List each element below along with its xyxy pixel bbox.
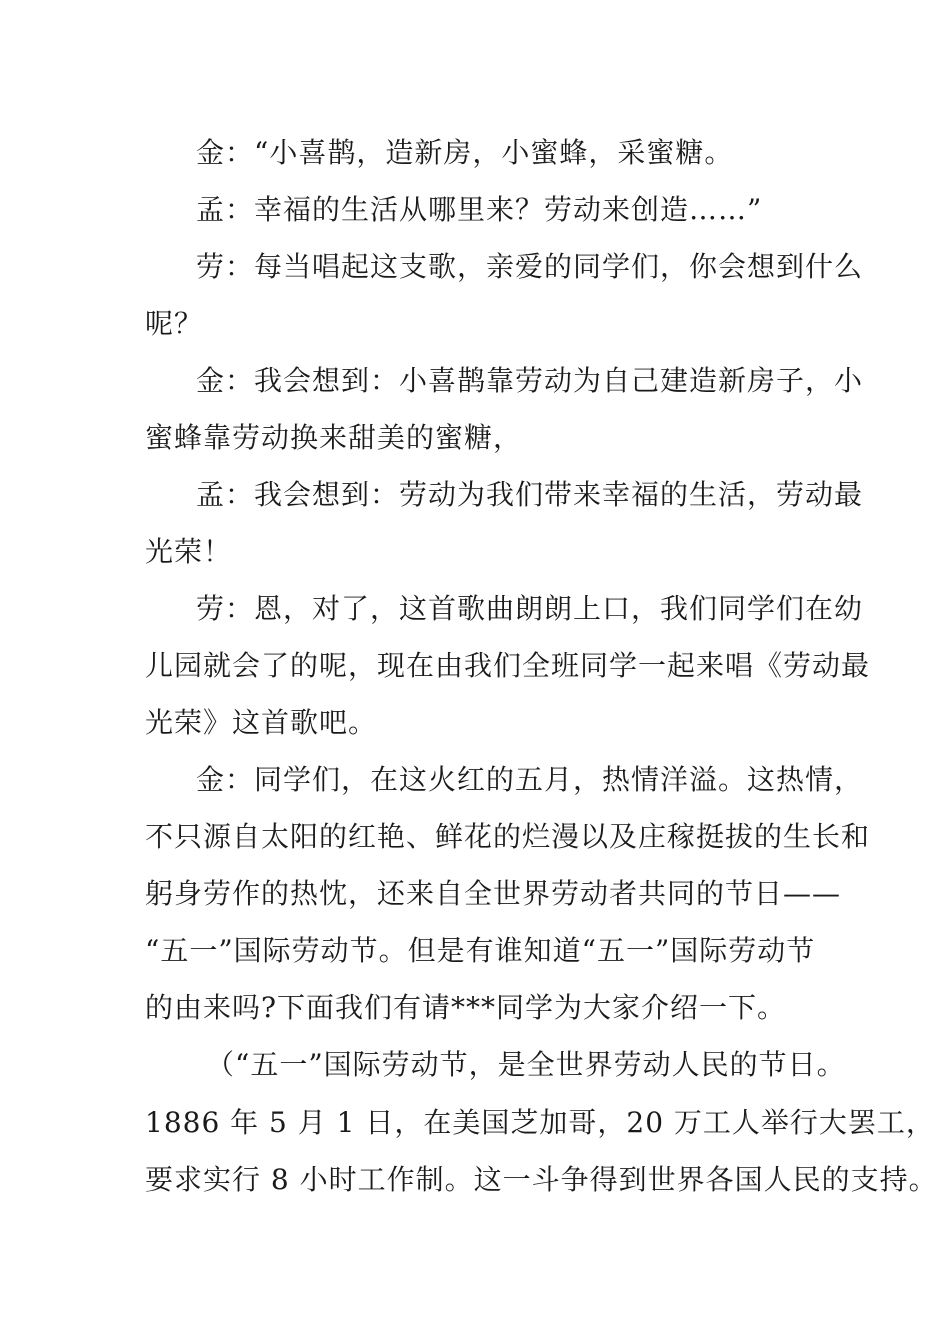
text-line: 躬身劳作的热忱，还来自全世界劳动者共同的节日—— — [145, 877, 842, 910]
text-line: 光荣》这首歌吧。 — [145, 706, 378, 739]
text-line: 金：我会想到：小喜鹊靠劳动为自己建造新房子，小 — [196, 364, 864, 397]
text-line: 金：同学们，在这火红的五月，热情洋溢。这热情， — [196, 763, 864, 796]
text-line: 劳：恩，对了，这首歌曲朗朗上口，我们同学们在幼 — [196, 592, 864, 625]
text-line: “五一”国际劳动节。但是有谁知道“五一”国际劳动节 — [145, 934, 816, 967]
text-line: 不只源自太阳的红艳、鲜花的烂漫以及庄稼挺拔的生长和 — [145, 820, 871, 853]
text-line: 呢？ — [145, 307, 204, 340]
text-line: （“五一”国际劳动节，是全世界劳动人民的节日。 — [206, 1048, 846, 1081]
text-line: 儿园就会了的呢，现在由我们全班同学一起来唱《劳动最 — [145, 649, 871, 682]
text-line: 1886 年 5 月 1 日，在美国芝加哥，20 万工人举行大罢工， — [145, 1106, 935, 1139]
text-line: 要求实行 8 小时工作制。这一斗争得到世界各国人民的支持。 — [145, 1163, 938, 1196]
text-line: 孟：幸福的生活从哪里来？劳动来创造……” — [196, 193, 763, 226]
text-line: 蜜蜂靠劳动换来甜美的蜜糖， — [145, 421, 523, 454]
text-line: 的由来吗?下面我们有请***同学为大家介绍一下。 — [145, 991, 787, 1024]
text-line: 金：“小喜鹊，造新房，小蜜蜂，采蜜糖。 — [196, 136, 734, 169]
text-line: 孟：我会想到：劳动为我们带来幸福的生活，劳动最 — [196, 478, 864, 511]
text-line: 劳：每当唱起这支歌，亲爱的同学们，你会想到什么 — [196, 250, 864, 283]
text-line: 光荣！ — [145, 535, 233, 568]
